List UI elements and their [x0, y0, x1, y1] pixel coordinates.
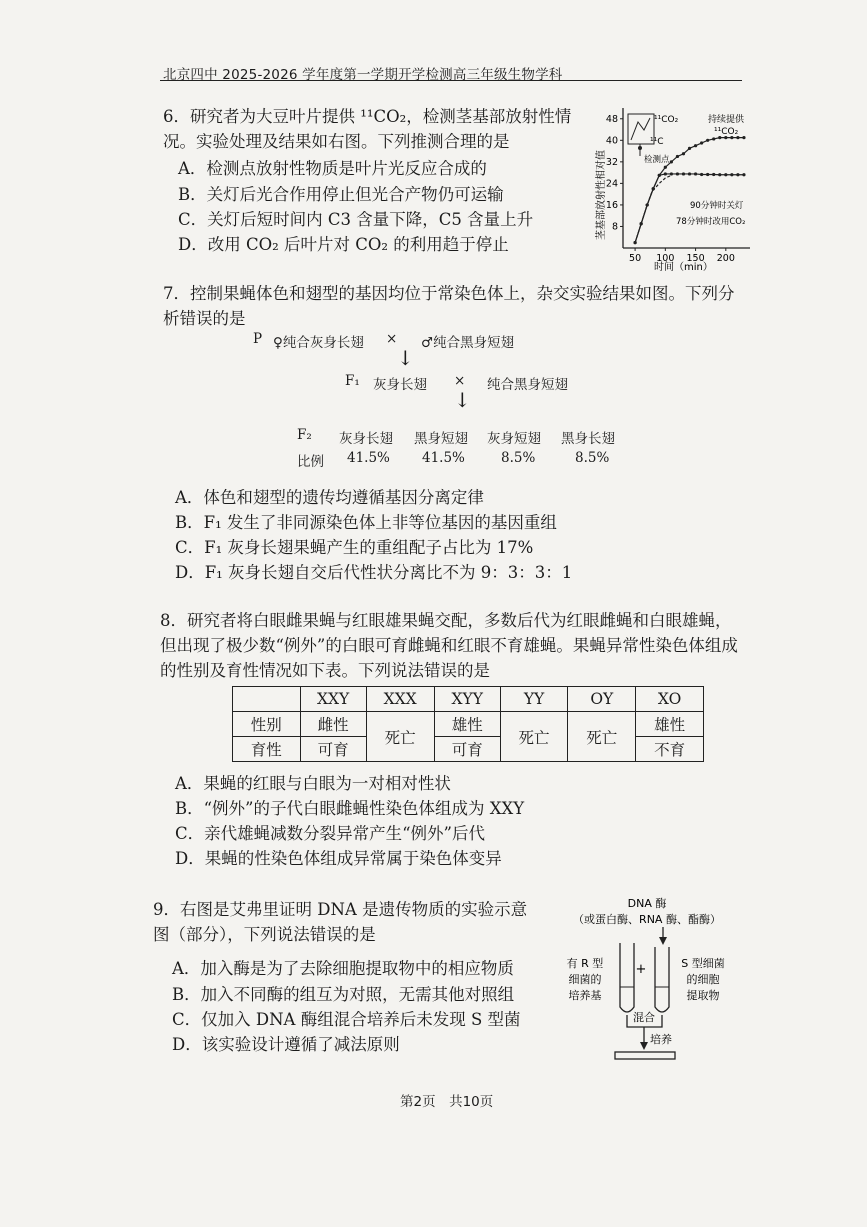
table-cell: 雄性 [434, 712, 500, 737]
detect-point-dot [638, 146, 642, 150]
q8-stem-line2: 但出现了极少数“例外”的白眼可育雌蝇和红眼不育雄蝇。果蝇异常性染色体组成 [160, 636, 738, 655]
y-tick-label: 48 [605, 113, 618, 125]
q8-option-d: D．果蝇的性染色体组成异常属于染色体变异 [175, 849, 502, 868]
f2-ratio-2: 41.5% [422, 450, 465, 466]
series-point [670, 160, 673, 163]
label-lights-off: 90分钟时关灯 [690, 201, 744, 211]
enzyme-arrow-head [659, 937, 667, 945]
table-cell: 死亡 [500, 712, 568, 762]
table-row-label: 性别 [233, 712, 301, 737]
x-tick-label: 150 [686, 253, 705, 264]
right-test-tube [655, 947, 669, 1012]
table-header-row [233, 687, 704, 712]
x-tick-label: 50 [629, 253, 642, 264]
leaf-inset-plant [631, 118, 650, 140]
table-header-cell: OY [568, 687, 636, 712]
series-point [706, 173, 709, 176]
table-cell: 可育 [434, 737, 500, 762]
series-point [664, 172, 667, 175]
series-point [670, 172, 673, 175]
table-cell: 不育 [636, 737, 704, 762]
label-continuous-2: ¹¹CO₂ [714, 127, 739, 137]
enzyme-label-2: （或蛋白酶、RNA 酶、酯酶） [573, 913, 721, 926]
y-tick-label: 40 [605, 135, 618, 147]
q6-option-d: D．改用 CO₂ 后叶片对 CO₂ 的利用趋于停止 [178, 235, 509, 254]
table-cell: 雌性 [300, 712, 366, 737]
q9-stem-line1: 9．右图是艾弗里证明 DNA 是遗传物质的实验示意 [153, 900, 528, 919]
q6-option-b: B．关灯后光合作用停止但光合产物仍可运输 [178, 185, 504, 204]
series-point [730, 173, 733, 176]
series-point [700, 141, 703, 144]
x-tick-label: 100 [656, 253, 675, 264]
cross-f1-label: F₁ [345, 373, 360, 389]
cross-ratio-label: 比例 [297, 454, 324, 470]
cross-f2-label: F₂ [297, 427, 312, 443]
f2-ratio-4: 8.5% [575, 450, 610, 466]
table-header-cell: XXX [366, 687, 434, 712]
x-tick-label: 200 [716, 253, 735, 264]
f2-type-3: 灰身短翅 [487, 431, 541, 447]
mix-label: 混合 [633, 1011, 655, 1024]
q9-option-a: A．加入酶是为了去除细胞提取物中的相应物质 [172, 959, 514, 978]
table-header-cell [233, 687, 301, 712]
q7-option-c: C．F₁ 灰身长翅果蝇产生的重组配子占比为 17% [175, 538, 534, 557]
q7-option-a: A．体色和翅型的遗传均遵循基因分离定律 [175, 488, 484, 507]
y-tick-label: 32 [605, 156, 618, 168]
series-point [694, 144, 697, 147]
page-header: 北京四中 2025-2026 学年度第一学期开学检测高三年级生物学科 [163, 67, 563, 83]
y-tick-label: 8 [611, 221, 618, 233]
series-point [682, 172, 685, 175]
sex-chromosome-table [232, 686, 704, 762]
page-footer: 第2页 共10页 [400, 1094, 494, 1110]
series-point [688, 172, 691, 175]
f2-type-1: 灰身长翅 [339, 431, 393, 447]
culture-label: 培养 [650, 1033, 672, 1046]
cross-p-female: ♀纯合灰身长翅 [273, 335, 364, 351]
f2-type-4: 黑身长翅 [561, 431, 615, 447]
cross-f1-b: 纯合黑身短翅 [487, 377, 568, 393]
right-label-2: 的细胞 [686, 973, 720, 986]
q7-stem-line1: 7．控制果蝇体色和翅型的基因均位于常染色体上，杂交实验结果如图。下列分 [163, 284, 735, 303]
table-cell: 可育 [300, 737, 366, 762]
culture-arrow-head [640, 1042, 648, 1050]
series-point [694, 172, 697, 175]
left-label-3: 培养基 [568, 989, 602, 1002]
table-header-cell: XO [636, 687, 704, 712]
q6-option-c: C．关灯后短时间内 C3 含量下降，C5 含量上升 [178, 210, 534, 229]
table-header-cell: XYY [434, 687, 500, 712]
series-point [700, 173, 703, 176]
avery-experiment-figure [555, 895, 745, 1070]
f2-type-2: 黑身短翅 [414, 431, 468, 447]
q9-option-c: C．仅加入 DNA 酶组混合培养后未发现 S 型菌 [172, 1010, 521, 1029]
cross-p-male: ♂纯合黑身短翅 [421, 335, 515, 351]
q8-option-b: B．“例外”的子代白眼雌蝇性染色体组成为 XXY [175, 799, 525, 818]
q6-chart [590, 100, 760, 280]
table-header-cell: YY [500, 687, 568, 712]
left-test-tube [620, 943, 634, 1012]
f2-ratio-1: 41.5% [347, 450, 390, 466]
y-tick-label: 24 [605, 178, 618, 190]
series-point [676, 172, 679, 175]
series-line-3 [635, 175, 671, 242]
f2-ratio-3: 8.5% [501, 450, 536, 466]
petri-dish [615, 1052, 675, 1059]
q6-stem-line2: 况。实验处理及结果如右图。下列推测合理的是 [163, 132, 510, 151]
table-cell: 死亡 [568, 712, 636, 762]
inset-label-co2: ¹¹CO₂ [654, 115, 679, 125]
series-point [682, 152, 685, 155]
chart-ylabel: 茎基部放射性相对值 [596, 150, 607, 240]
table-cell: 雄性 [636, 712, 704, 737]
q9-option-b: B．加入不同酶的组互为对照，无需其他对照组 [172, 985, 515, 1004]
plus-sign: + [635, 962, 647, 977]
cross-times-1: × [386, 331, 398, 347]
right-label-1: S 型细菌 [681, 957, 725, 970]
q7-stem-line2: 析错误的是 [163, 309, 246, 328]
chart-xlabel: 时间（min） [654, 262, 713, 273]
label-switch: 78分钟时改用CO₂ [676, 217, 746, 227]
header-rule [160, 80, 742, 81]
series-point [712, 173, 715, 176]
series-point [706, 139, 709, 142]
q7-option-d: D．F₁ 灰身长翅自交后代性状分离比不为 9：3：3：1 [175, 563, 573, 582]
y-tick-label: 16 [605, 199, 618, 211]
cross-arrow-2: ↓ [454, 388, 471, 412]
series-point [742, 173, 745, 176]
cross-arrow-1: ↓ [397, 346, 414, 370]
series-point [688, 147, 691, 150]
cross-p-label: P [253, 331, 263, 347]
q8-option-c: C．亲代雄蝇减数分裂异常产生“例外”后代 [175, 824, 485, 843]
q6-option-a: A．检测点放射性物质是叶片光反应合成的 [178, 159, 487, 178]
series-point [718, 173, 721, 176]
series-point [664, 166, 667, 169]
series-point [658, 174, 661, 177]
q9-stem-line2: 图（部分），下列说法错误的是 [153, 925, 376, 944]
table-row-label: 育性 [233, 737, 301, 762]
enzyme-label-1: DNA 酶 [627, 897, 667, 910]
inset-label-point: 检测点 [644, 155, 670, 165]
series-point [712, 137, 715, 140]
series-point [724, 173, 727, 176]
cross-times-2: × [454, 373, 466, 389]
q8-option-a: A．果蝇的红眼与白眼为一对相对性状 [175, 774, 451, 793]
inset-label-c: ¹¹C [650, 137, 664, 147]
left-label-2: 细菌的 [568, 973, 602, 986]
table-cell: 死亡 [366, 712, 434, 762]
q9-option-d: D．该实验设计遵循了减法原则 [172, 1035, 400, 1054]
q8-stem-line1: 8．研究者将白眼雌果蝇与红眼雄果蝇交配，多数后代为红眼雌蝇和白眼雄蝇， [160, 611, 732, 630]
table-row-sex [233, 712, 704, 737]
right-label-3: 提取物 [686, 989, 720, 1002]
table-header-cell: XXY [300, 687, 366, 712]
q8-stem-line3: 的性别及育性情况如下表。下列说法错误的是 [160, 661, 490, 680]
series-point [676, 155, 679, 158]
cross-f1-a: 灰身长翅 [373, 377, 427, 393]
left-label-1: 有 R 型 [566, 957, 604, 970]
q7-option-b: B．F₁ 发生了非同源染色体上非等位基因的基因重组 [175, 513, 557, 532]
q6-stem-line1: 6．研究者为大豆叶片提供 ¹¹CO₂，检测茎基部放射性情 [163, 107, 572, 126]
series-point [736, 173, 739, 176]
label-continuous-1: 持续提供 [708, 115, 745, 125]
series-point [742, 136, 745, 139]
